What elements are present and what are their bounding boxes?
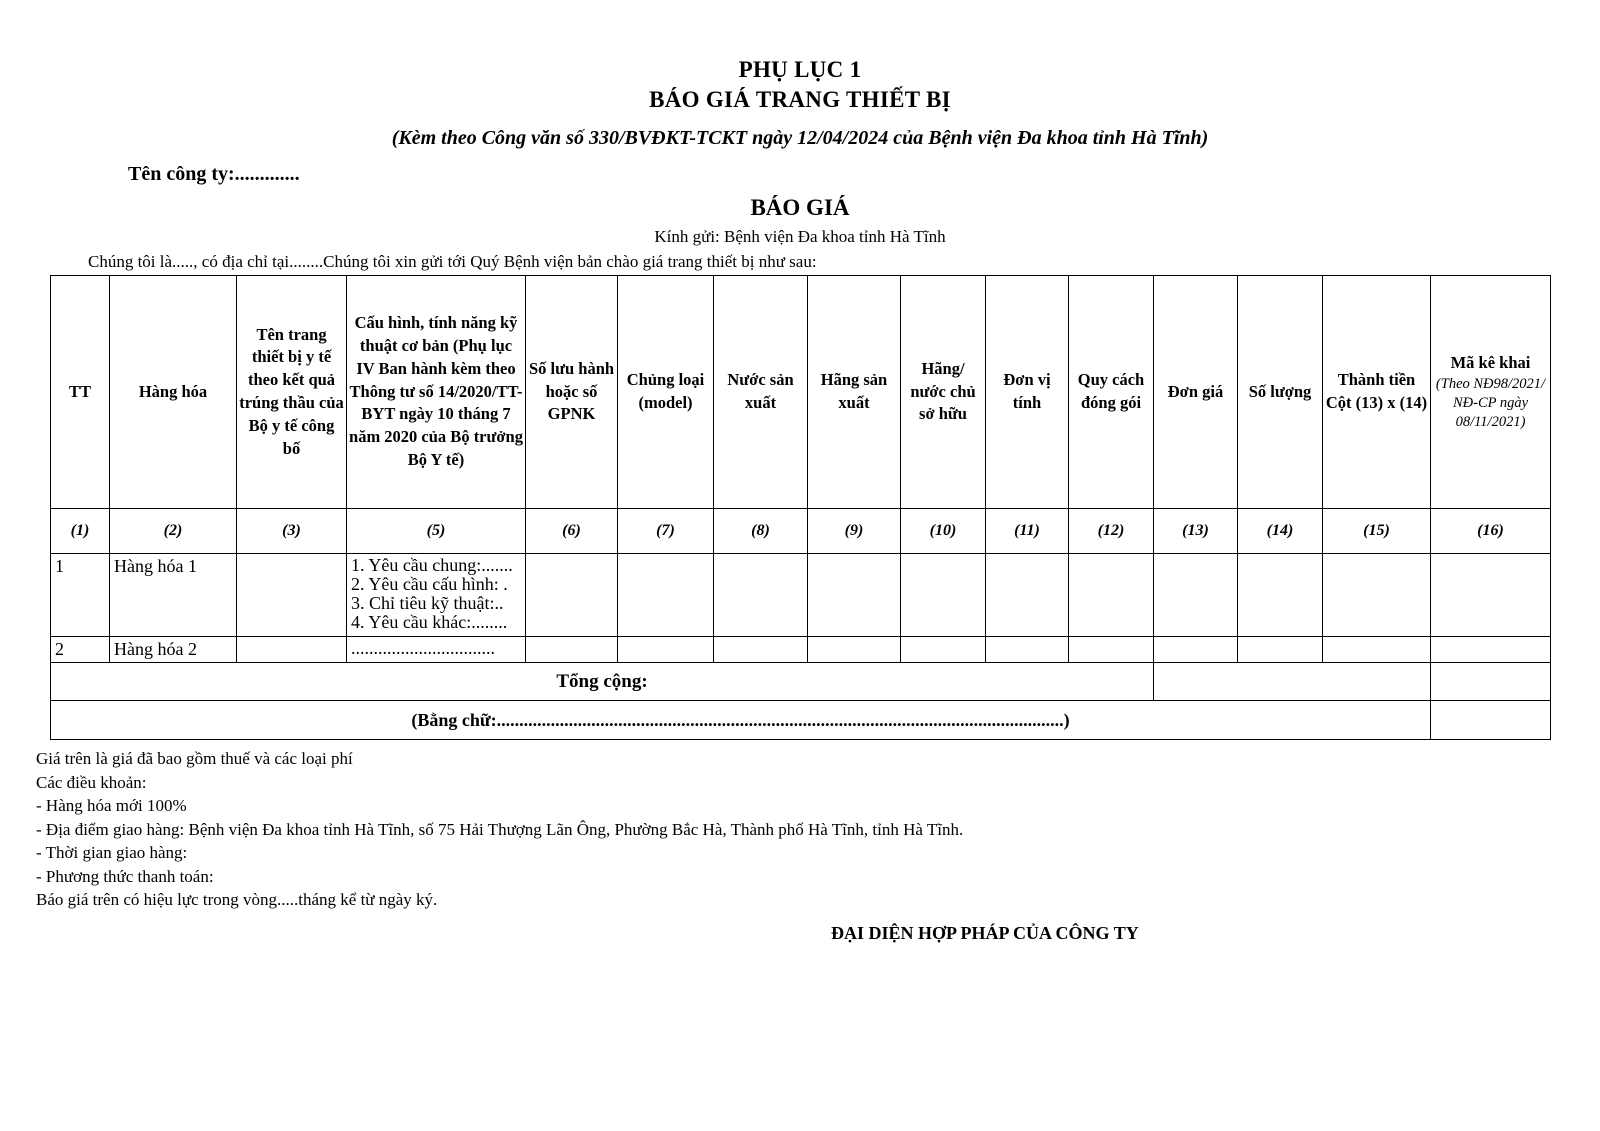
item-2-empty-cell — [714, 637, 808, 663]
company-name-line: Tên công ty:............. — [128, 163, 300, 185]
terms-section — [36, 747, 1600, 945]
words-ma-ke-khai-cell — [1431, 701, 1551, 740]
col-header-so-luong: Số lượng — [1238, 276, 1323, 509]
item-1-empty-cell — [237, 554, 347, 637]
item-2-spec: ................................ — [347, 637, 526, 663]
col-header-quy-cach-dong-goi: Quy cách đóng gói — [1069, 276, 1154, 509]
col-number: (14) — [1238, 509, 1323, 554]
col-number: (15) — [1323, 509, 1431, 554]
col-header-hang-nuoc-chu-so-huu: Hãng/ nước chủ sở hữu — [901, 276, 986, 509]
document-subtitle: (Kèm theo Công văn số 330/BVĐKT-TCKT ngày 12/04/2024 của Bệnh viện Đa khoa tỉnh Hà Tĩnh) — [391, 127, 1209, 149]
col-header-don-gia: Đơn giá — [1154, 276, 1238, 509]
amount-in-words-row — [51, 701, 1551, 740]
item-2-empty-cell — [1069, 637, 1154, 663]
col-number: (10) — [901, 509, 986, 554]
item-1-spec — [347, 554, 526, 637]
column-numbering-row — [51, 509, 1551, 554]
ma-ke-khai-label: Mã kê khai — [1450, 353, 1531, 373]
item-2-empty-cell — [901, 637, 986, 663]
col-header-hang-san-xuat: Hãng sản xuất — [808, 276, 901, 509]
col-number: (12) — [1069, 509, 1154, 554]
item-2-name: Hàng hóa 2 — [110, 637, 237, 663]
col-number: (8) — [714, 509, 808, 554]
col-number: (9) — [808, 509, 901, 554]
col-number: (1) — [51, 509, 110, 554]
col-header-cau-hinh: Cấu hình, tính năng kỹ thuật cơ bản (Phụ lục IV Ban hành kèm theo Thông tư số 14/2020/TT-BYT ngày 10 tháng 7 năm 2020 của Bộ trưởng Bộ Y tế) — [347, 276, 526, 509]
item-2-empty-cell — [1431, 637, 1551, 663]
table-header-row — [51, 276, 1551, 509]
item-1-empty-cell — [808, 554, 901, 637]
col-number: (5) — [347, 509, 526, 554]
document-title: BÁO GIÁ TRANG THIẾT BỊ — [649, 87, 951, 112]
item-2-empty-cell — [618, 637, 714, 663]
spec-line: 2. Yêu cầu cấu hình: . — [351, 574, 508, 594]
terms-line-payment-method: - Phương thức thanh toán: — [36, 866, 214, 886]
total-amount-cell — [1154, 663, 1431, 701]
col-header-tt: TT — [51, 276, 110, 509]
item-2-empty-cell — [986, 637, 1069, 663]
spec-line: 4. Yêu cầu khác:........ — [351, 612, 508, 632]
col-number: (7) — [618, 509, 714, 554]
intro-line: Chúng tôi là....., có địa chỉ tại........Chúng tôi xin gửi tới Quý Bệnh viện bản chào giá trang thiết bị như sau: — [88, 252, 817, 271]
item-1-empty-cell — [618, 554, 714, 637]
col-header-so-luu-hanh: Số lưu hành hoặc số GPNK — [526, 276, 618, 509]
item-1-empty-cell — [1069, 554, 1154, 637]
terms-line-new-goods: - Hàng hóa mới 100% — [36, 796, 187, 815]
col-number: (11) — [986, 509, 1069, 554]
item-1-tt: 1 — [51, 554, 110, 637]
table-row-item-1 — [51, 554, 1551, 637]
col-header-chung-loai: Chủng loại (model) — [618, 276, 714, 509]
col-number: (16) — [1431, 509, 1551, 554]
item-2-tt: 2 — [51, 637, 110, 663]
terms-line-delivery-time: - Thời gian giao hàng: — [36, 843, 188, 862]
col-header-nuoc-san-xuat: Nước sản xuất — [714, 276, 808, 509]
item-1-empty-cell — [901, 554, 986, 637]
terms-line-conditions: Các điều khoản: — [36, 772, 147, 792]
quote-title: BÁO GIÁ — [750, 195, 850, 220]
item-1-empty-cell — [714, 554, 808, 637]
item-2-empty-cell — [1154, 637, 1238, 663]
item-1-empty-cell — [1154, 554, 1238, 637]
total-ma-ke-khai-cell — [1431, 663, 1551, 701]
table-row-item-2 — [51, 637, 1551, 663]
col-number: (3) — [237, 509, 347, 554]
item-1-name: Hàng hóa 1 — [110, 554, 237, 637]
ma-ke-khai-note: (Theo NĐ98/2021/ NĐ-CP ngày 08/11/2021) — [1435, 376, 1546, 430]
item-1-empty-cell — [1431, 554, 1551, 637]
item-1-empty-cell — [1238, 554, 1323, 637]
terms-line-delivery-place: - Địa điểm giao hàng: Bệnh viện Đa khoa tỉnh Hà Tĩnh, số 75 Hải Thượng Lãn Ông, Phường Bắc Hà, Thành phố Hà Tĩnh, tỉnh Hà Tĩnh. — [36, 819, 964, 839]
terms-line-price-includes-tax: Giá trên là giá đã bao gồm thuế và các loại phí — [36, 749, 353, 768]
total-label: Tổng cộng: — [51, 663, 1154, 701]
col-header-ten-trang-thiet-bi: Tên trang thiết bị y tế theo kết quả trúng thầu của Bộ y tế công bố — [237, 276, 347, 509]
item-2-empty-cell — [808, 637, 901, 663]
salutation-line: Kính gửi: Bệnh viện Đa khoa tỉnh Hà Tĩnh — [654, 227, 946, 246]
col-header-hang-hoa: Hàng hóa — [110, 276, 237, 509]
item-2-empty-cell — [526, 637, 618, 663]
appendix-title: PHỤ LỤC 1 — [738, 57, 862, 82]
spec-line: 1. Yêu cầu chung:....... — [351, 555, 513, 575]
spec-line: 3. Chỉ tiêu kỹ thuật:.. — [351, 593, 504, 613]
item-2-empty-cell — [1323, 637, 1431, 663]
item-2-empty-cell — [237, 637, 347, 663]
item-2-empty-cell — [1238, 637, 1323, 663]
total-row — [51, 663, 1551, 701]
col-header-thanh-tien: Thành tiền Cột (13) x (14) — [1323, 276, 1431, 509]
col-number: (6) — [526, 509, 618, 554]
item-1-empty-cell — [526, 554, 618, 637]
col-number: (13) — [1154, 509, 1238, 554]
col-header-don-vi-tinh: Đơn vị tính — [986, 276, 1069, 509]
item-1-empty-cell — [986, 554, 1069, 637]
quotation-table — [50, 275, 1551, 740]
terms-line-validity: Báo giá trên có hiệu lực trong vòng.....tháng kể từ ngày ký. — [36, 890, 438, 909]
item-1-empty-cell — [1323, 554, 1431, 637]
col-header-ma-ke-khai — [1431, 276, 1551, 509]
amount-in-words: (Bằng chữ:..............................................................................................................................) — [51, 701, 1431, 740]
legal-representative-signature-title: ĐẠI DIỆN HỢP PHÁP CỦA CÔNG TY — [831, 922, 1139, 943]
col-number: (2) — [110, 509, 237, 554]
